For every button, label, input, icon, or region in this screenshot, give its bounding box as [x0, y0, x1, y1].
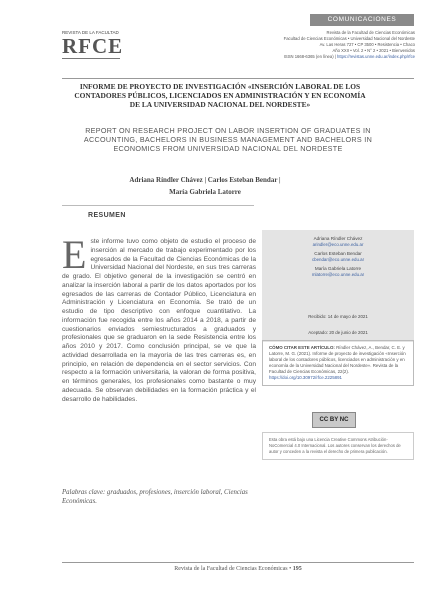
article-title: INFORME DE PROYECTO DE INVESTIGACIÓN «INSERCIÓN LABORAL DE LOS CONTADORES PÚBLICOS, LICENCIADOS EN ADMINISTRACIÓN Y EN ECONOMÍA DE LA UNIVERSIDAD NACIONAL DEL NORDESTE»: [74, 82, 366, 109]
doi-link[interactable]: https://doi.org/10.30972/rfce.2225891: [269, 375, 342, 380]
pubinfo-line: Revista de la Facultad de Ciencias Económicas: [326, 30, 415, 35]
author-email[interactable]: cbendar@eco.unne.edu.ar: [311, 257, 365, 262]
logo-rule: [62, 58, 120, 59]
license-text: Esta obra está bajo una Licencia Creative Commons Atribución-NoComercial 4.0 Internacional. Los autores conservan los derechos de autor y conceden a la revista el derecho de primera publicación.: [262, 432, 414, 460]
journal-logo: [62, 30, 122, 64]
publication-info: [215, 30, 415, 60]
logo-caption: REVISTA DE LA FACULTAD: [62, 30, 119, 35]
header-divider: [62, 78, 414, 79]
author-contact: Adriana Ríndler Chávez arindler@eco.unne.edu.ar: [272, 236, 404, 248]
abstract-heading: RESUMEN: [88, 212, 126, 219]
cc-license-icon[interactable]: CC BY NC: [312, 412, 356, 428]
author-contact: María Gabriela Latorre mlatorre@eco.unne.edu.ar: [272, 266, 404, 278]
page-number: 195: [292, 566, 302, 572]
abstract-body: ste informe tuvo como objeto de estudio el proceso de inserción al mercado de trabajo experimentado por los egresados de la Facultad de Ciencias Económicas de la Universidad Nacional del Nordeste, en sus tres carreras de grado. El objetivo general de la investigación se centró en analizar la inserción laboral a partir de los datos aportados por los egresados de las carreras de Contador Público, Licenciatura en Administración y Licenciatura en Economía. Se trató de un estudio de tipo descriptivo con enfoque cuantitativo. La información fue recogida entre los años 2014 a 2018, a partir de cuestionarios enviados semiestructurados a graduados y profesionales que se graduaron en la sede Resistencia entre los años 2010 y 2017. Como conclusión principal, se ve que la actividad desarrollada en la mayoría de las tres carreras es, en principio, en relación de dependencia en el sector servicios. Con respecto a la formación universitaria, la valoran de forma positiva, en términos generales, los profesionales como bastante o muy adecuada. Se observan debilidades en la formación práctica y el desarrollo de habilidades.: [62, 238, 256, 403]
section-badge-label: COMUNICACIONES: [327, 16, 397, 23]
citation-text: Ríndler Chávez, A., Bendar, C. E. y Latorre, M. G. (2021). Informe de proyecto de investigación «Inserción laboral de los contadores públicos, licenciados en administración y en economía de la Universidad Nacional del Nordeste». Revista de la Facultad de Ciencias Económicas, 22(2).: [269, 345, 406, 374]
section-divider: [62, 205, 254, 206]
author-email[interactable]: arindler@eco.unne.edu.ar: [312, 242, 364, 247]
accepted-date: Aceptado: 20 de junio de 2021: [308, 330, 368, 335]
citation-box: [262, 340, 414, 386]
received-date: Recibido: 14 de mayo de 2021: [308, 314, 368, 319]
pubinfo-line: Año XXII • Vol. 2 • N° 2 • 2021 • Bienvenidos: [332, 48, 415, 53]
journal-link[interactable]: https://revistas.unne.edu.ar/index.php/rfce: [337, 54, 415, 59]
drop-cap: E: [62, 232, 87, 277]
pubinfo-line: Av. Las Heras 727 • CP 3500 • Resistencia • Chaco: [319, 42, 415, 47]
keywords: Palabras clave: graduados, profesiones, inserción laboral, Ciencias Económicas.: [62, 489, 248, 505]
pubinfo-line: ISSN 1668-6365 (en línea) | https://revistas.unne.edu.ar/index.php/rfce: [283, 54, 415, 59]
author-contact: Carlos Esteban Bendar cbendar@eco.unne.edu.ar: [272, 251, 404, 263]
submission-dates: [262, 304, 414, 342]
footer-journal: Revista de la Facultad de Ciencias Económicas •: [174, 566, 292, 572]
footer-divider: [62, 562, 414, 563]
author-email[interactable]: mlatorre@eco.unne.edu.ar: [311, 272, 365, 277]
abstract-text: [62, 232, 256, 404]
section-badge: [310, 14, 414, 26]
logo-text: RFCE: [62, 34, 124, 58]
pubinfo-line: Facultad de Ciencias Económicas • Universidad Nacional del Nordeste: [283, 36, 415, 41]
page-footer: [62, 566, 414, 572]
author-list: [90, 174, 320, 198]
citation-heading: CÓMO CITAR ESTE ARTÍCULO:: [269, 345, 335, 350]
author-contact-box: [262, 230, 414, 314]
author-line: Adriana Ríndler Chávez | Carlos Esteban Bendar |: [129, 176, 281, 184]
author-line: María Gabriela Latorre: [169, 188, 241, 196]
article-title-english: REPORT ON RESEARCH PROJECT ON LABOR INSERTION OF GRADUATES IN ACCOUNTING, BACHELORS IN BUSINESS MANAGEMENT AND BACHELORS IN ECONOMICS FROM UNIVERSIDAD NACIONAL DEL NORDESTE: [83, 126, 373, 153]
